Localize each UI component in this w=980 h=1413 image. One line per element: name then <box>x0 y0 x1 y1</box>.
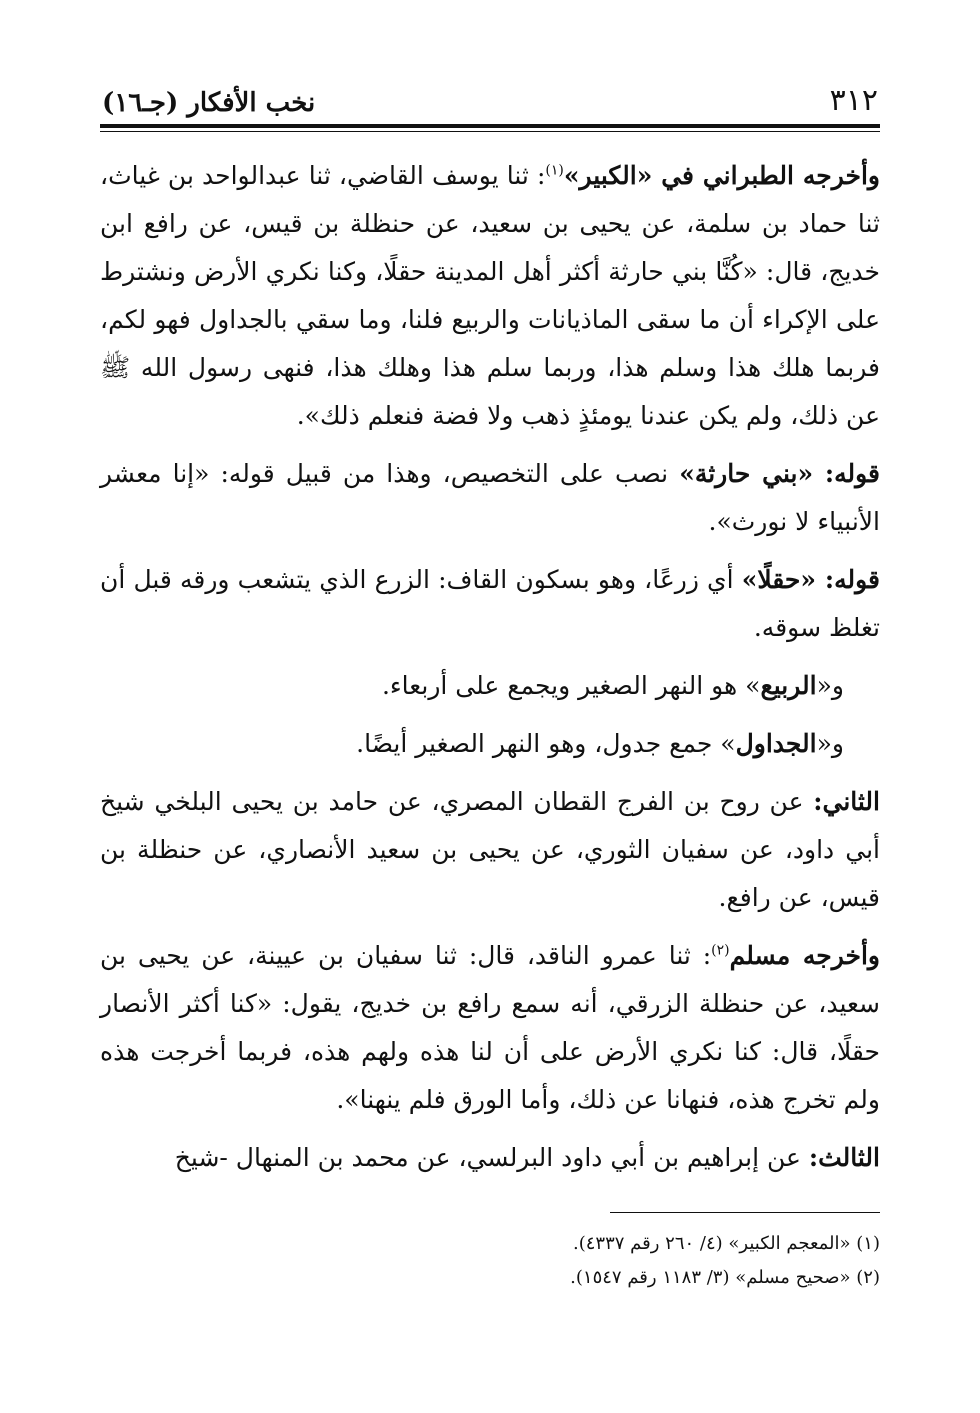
paragraph-third-chain <box>100 1134 880 1182</box>
footnotes-list <box>100 1227 880 1295</box>
paragraph-prefix: و« <box>816 671 844 700</box>
paragraph-lead: الثاني: <box>813 787 880 816</box>
paragraph-lead: وأخرجه مسلم <box>729 941 880 970</box>
header-rule-thin <box>100 131 880 132</box>
paragraph-muslim <box>100 932 880 1124</box>
paragraph-text: : ثنا عمرو الناقد، قال: ثنا سفيان بن عيينة، عن يحيى بن سعيد، عن حنظلة الزرقي، أنه سمع رافع بن خديج، يقول: «كنا أكثر الأنصار حقلًا، قال: كنا نكري الأرض على أن لنا هذه ولهم هذه، فربما أخرجت هذه ولم تخرج هذه، فنهانا عن ذلك، وأما الورق فلم ينهنا». <box>100 941 880 1114</box>
paragraph-prefix: و« <box>816 729 844 758</box>
page-header <box>100 70 880 118</box>
paragraph-lead: قوله: «بني حارثة» <box>679 459 881 488</box>
page-number: ٣١٢ <box>829 83 878 118</box>
paragraph-tabarani <box>100 152 880 440</box>
main-text <box>100 152 880 1182</box>
paragraph-text: » هو النهر الصغير ويجمع على أربعاء. <box>381 671 761 700</box>
paragraph-text: » جمع جدول، وهو النهر الصغير أيضًا. <box>356 729 736 758</box>
paragraph-text: نصب على التخصيص، وهذا من قبيل قوله: «إنا معشر الأنبياء لا نورث». <box>100 459 880 536</box>
footnote-mark: (١) <box>545 162 564 179</box>
paragraph-text: : ثنا يوسف القاضي، ثنا عبدالواحد بن غياث، ثنا حماد بن سلمة، عن يحيى بن سعيد، عن حنظلة بن قيس، عن رافع ابن خديج، قال: «كُنَّا بني حارثة أكثر أهل المدينة حقلًا، وكنا نكري الأرض ونشترط على الإكراء أن ما سقى الماذيانات والربيع فلنا، وما سقي بالجداول فهو لكم، فربما هلك هذا وسلم هذا، وربما سلم هذا وهلك هذا، فنهى رسول الله ﷺ عن ذلك، ولم يكن عندنا يومئذٍ ذهب ولا فضة فنعلم ذلك». <box>100 161 880 430</box>
defined-term: الربيع <box>760 671 817 700</box>
footnote-mark: (٢) <box>711 942 730 959</box>
defined-term: الجداول <box>735 729 817 758</box>
footnote-item: (٢) «صحيح مسلم» (٣/ ١١٨٣ رقم ١٥٤٧). <box>570 1267 880 1288</box>
paragraph-text: عن إبراهيم بن أبي داود البرلسي، عن محمد بن المنهال -شيخ <box>174 1143 809 1172</box>
footnote-rule <box>610 1212 880 1213</box>
paragraph-jadawil <box>100 720 880 768</box>
book-page <box>100 70 880 1370</box>
paragraph-bani-haritha <box>100 450 880 546</box>
paragraph-text: عن روح بن الفرج القطان المصري، عن حامد بن يحيى البلخي شيخ أبي داود، عن سفيان الثوري، عن يحيى بن سعيد الأنصاري، عن حنظلة بن قيس، عن رافع. <box>100 787 880 912</box>
footnotes-section <box>100 1212 880 1295</box>
paragraph-rabi <box>100 662 880 710</box>
paragraph-text: أي زرعًا، وهو بسكون القاف: الزرع الذي يتشعب ورقه قبل أن تغلظ سوقه. <box>100 565 880 642</box>
footnote-item: (١) «المعجم الكبير» (٤/ ٢٦٠ رقم ٤٣٣٧). <box>573 1233 880 1254</box>
paragraph-haqlan <box>100 556 880 652</box>
header-rule-thick <box>100 124 880 128</box>
book-title: نخب الأفكار (جـ١٦) <box>102 88 316 118</box>
paragraph-lead: وأخرجه الطبراني في «الكبير» <box>563 161 880 190</box>
paragraph-lead: قوله: «حقلًا» <box>741 565 880 594</box>
paragraph-second-chain <box>100 778 880 922</box>
paragraph-lead: الثالث: <box>808 1143 880 1172</box>
